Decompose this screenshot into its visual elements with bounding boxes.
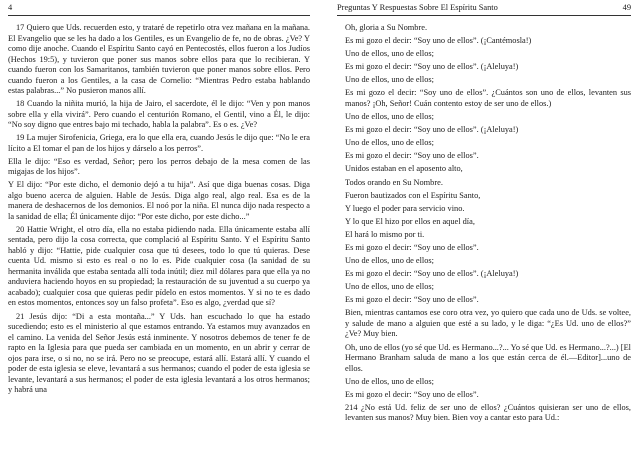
left-page-text: [8, 23, 310, 398]
song-line: Oh, gloria a Su Nombre.: [345, 23, 428, 32]
song-line: Y luego el poder para servicio vino.: [345, 203, 465, 213]
song-line: Es mi gozo el decir: “Soy uno de ellos”.: [345, 389, 479, 399]
song-line: Uno de ellos, uno de ellos;: [345, 49, 434, 59]
song-line: Es mi gozo el decir: “Soy uno de ellos”. (¡Cantémosla!): [345, 36, 532, 46]
paragraph-17: 17 Quiero que Uds. recuerden esto, y trataré de repetirlo otra vez mañana en la mañana. El Evangelio que se les ha dado a los Gentiles, es un Evangelio de fe, no de obras. ¿Ve? Y como dije anoche. Cuando el Espíritu Santo cayó en Pentecostés, ellos fueron a los Judíos (Hechos 19:5), y tuvieron que poner sus manos sobre ellos para que lo recibieran. Y cuando fueron con los Samaritanos, también tuvieron que poner manos sobre ellos. Pero cuando fueron a los Gentiles, a la casa de Cornelio: “Mientras Pedro estaba hablando estas palabras...” No pusieron manos allí.: [8, 23, 310, 95]
paragraph-21: 21 Jesús dijo: “Di a esta montaña...” Y Uds. han escuchado lo que ha estado sucediendo; esto es el ministerio al que estamos entrando. Ya estamos muy avanzados en el camino. La venida del Señor Jesús está inminente. Y nosotros debemos de tener fe de rapto en la Iglesia para que pueda ser cambiada en un momento, en un abrir y cerrar de ojos para irse, o si no, no se irá. Pero no se preocupe, estará allí. Estará allí. Y cuando el poder de esta iglesia se eleve, levantará a sus hermanos; cuando el poder de esta iglesia se levante, levantará a sus hermanos; el poder de esta iglesia levantará a los otros hermanos; y habrá una: [8, 311, 310, 395]
song-line: Uno de ellos, uno de ellos;: [345, 282, 434, 292]
song-line: Fueron bautizados con el Espíritu Santo,: [345, 190, 481, 200]
paragraph-18: 18 Cuando la niñita murió, la hija de Jairo, el sacerdote, él le dijo: “Ven y pon manos sobre ella y ella vivirá”. Pero cuando el centurión Romano, el Gentil, vino a Él, le dijo: “No soy digno que entres bajo mi techado, habla la palabra”. Es o es. ¿Ve?: [8, 99, 310, 130]
paragraph: Bien, mientras cantamos ese coro otra vez, yo quiero que cada uno de Uds. se voltee, y salude de mano a alguien que esté a su lado, y le diga: “¿Es Ud. uno de ellos?” ¿Ve? Muy bien.: [345, 308, 631, 339]
right-page-header: [337, 2, 631, 16]
paragraph-19: 19 La mujer Sirofenicia, Griega, era lo que ella era, cuando Jesús le dijo que: “No le era lícito a El tomar el pan de los hijos y dárselo a los perros”.: [8, 133, 310, 153]
song-line: Uno de ellos, uno de ellos;: [345, 256, 434, 266]
running-title: Preguntas Y Respuestas Sobre El Espíritu Santo: [337, 3, 498, 12]
song-line: Es mi gozo el decir: “Soy uno de ellos”. (¡Aleluya!): [345, 62, 519, 72]
right-page-text: [345, 23, 631, 426]
song-line: Uno de ellos, uno de ellos;: [345, 138, 434, 148]
right-page-number: 49: [622, 3, 631, 12]
paragraph: Oh, uno de ellos (yo sé que Ud. es Hermano...?... Yo sé que Ud. es Hermano...?...) [El Hermano Branham saluda de mano a los que están cerca de él.—Editor]...uno de ellos.: [345, 342, 631, 373]
paragraph-214: 214 ¿No está Ud. feliz de ser uno de ellos? ¿Cuántos quisieran ser uno de ellos, levanten sus manos? Muy bien. Bien voy a cantar esto para Ud.:: [345, 402, 631, 423]
song-line: Es mi gozo el decir: “Soy uno de ellos”. (¡Aleluya!): [345, 269, 519, 279]
song-line: Y lo que El hizo por ellos en aquel día,: [345, 216, 475, 226]
song-line: Todos orando en Su Nombre.: [345, 177, 443, 187]
song-line: Es mi gozo el decir: “Soy uno de ellos”.: [345, 295, 479, 305]
song-line: Es mi gozo el decir: “Soy uno de ellos”. ¿Cuántos son uno de ellos, levanten sus manos? ¡Oh, Señor! Cuán contento estoy de ser uno de ellos.): [345, 88, 631, 108]
song-line: Unidos estaban en el aposento alto,: [345, 164, 463, 174]
paragraph: Ella le dijo: “Eso es verdad, Señor; pero los perros debajo de la mesa comen de las migajas de los hijos”.: [8, 156, 310, 177]
song-line: Uno de ellos, uno de ellos;: [345, 376, 434, 386]
song-line: Uno de ellos, uno de ellos;: [345, 75, 434, 85]
paragraph: Y El dijo: “Por este dicho, el demonio dejó a tu hija”. Así que diga buenas cosas. Diga algo bueno acerca de alguien. Hable de Jesús. Diga algo real, algo real. Esa es de la manera de deshacernos de los demonios. El noó por la niña. El nunca dijo nada respecto a la sanidad de ella; Él únicamente dijo: “Por este dicho, por este dicho...”: [8, 180, 310, 221]
song-line: Es mi gozo el decir: “Soy uno de ellos”. (¡Aleluya!): [345, 125, 519, 135]
song-line: El hará lo mismo por ti.: [345, 229, 425, 239]
paragraph-20: 20 Hattie Wright, el otro día, ella no estaba pidiendo nada. Ella únicamente estaba allí sentada, pero dijo la cosa correcta, que complació al Espíritu Santo. Y el Espíritu Santo habló y dijo: “Hattie, pide cualquier cosa que tú desees, todo lo que tú quieras. Dese cuenta Ud. mismo si esto es real o no lo es. Pide cualquier cosa (la sanidad de su hermanita inválida que estaba sentada allí toda inútil; diez mil dólares para que ella ya no anduviera haciendo hoyos en su propiedad; la restauración de su juventud a su cuerpo ya acabado); cualquier cosa que quieras pedir pídelo en estos momentos. Y si no te es dado en estos momentos, entonces soy un falso profeta”. Eso es algo, ¿verdad que sí?: [8, 224, 310, 308]
song-line: Uno de ellos, uno de ellos;: [345, 112, 434, 122]
song-line: Es mi gozo el decir: “Soy uno de ellos”.: [345, 151, 479, 161]
left-page-number: 4: [8, 3, 13, 12]
song-line: Es mi gozo el decir: “Soy uno de ellos”.: [345, 243, 479, 252]
left-page-header: [8, 2, 310, 16]
